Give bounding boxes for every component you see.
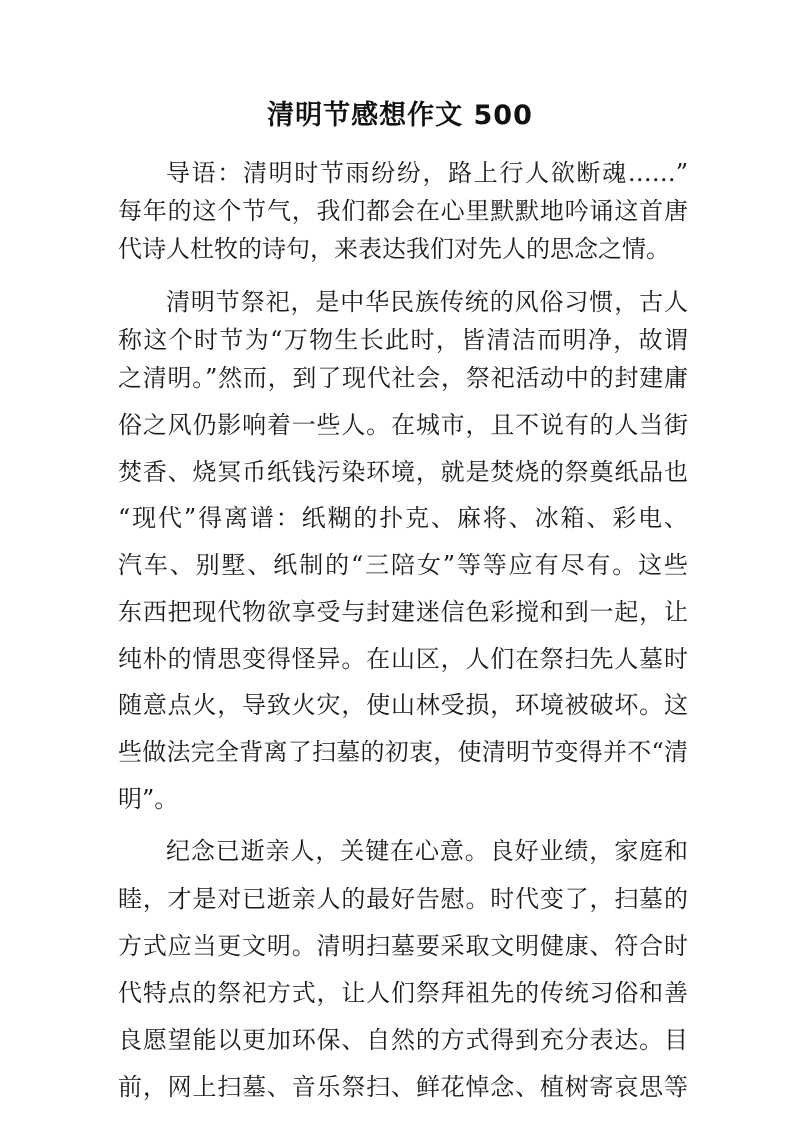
- paragraph-3-line-3: 方式应当更文明。清明扫墓要采取文明健康、符合时: [118, 932, 688, 960]
- paragraph-2-line-6: “现代”得离谱：纸糊的扑克、麻将、冰箱、彩电、: [118, 504, 688, 532]
- paragraph-3-line-4: 代特点的祭祀方式，让人们祭拜祖先的传统习俗和善: [118, 979, 688, 1007]
- paragraph-2-line-1: 清明节祭祀，是中华民族传统的风俗习惯，古人: [166, 288, 688, 316]
- paragraph-3-line-2: 睦，才是对已逝亲人的最好告慰。时代变了，扫墓的: [118, 885, 688, 913]
- paragraph-2-line-3: 之清明。”然而，到了现代社会，祭祀活动中的封建庸: [118, 364, 688, 392]
- paragraph-2-line-9: 纯朴的情思变得怪异。在山区，人们在祭扫先人墓时: [118, 645, 688, 673]
- paragraph-2-line-10: 随意点火，导致火灾，使山林受损，环境被破坏。这: [118, 691, 688, 719]
- paragraph-1-line-3: 代诗人杜牧的诗句，来表达我们对先人的思念之情。: [118, 235, 670, 263]
- paragraph-3-line-5: 良愿望能以更加环保、自然的方式得到充分表达。目: [118, 1026, 688, 1054]
- paragraph-2-line-5: 焚香、烧冥币纸钱污染环境，就是焚烧的祭奠纸品也: [118, 458, 688, 486]
- paragraph-1-line-2: 每年的这个节气，我们都会在心里默默地吟诵这首唐: [118, 197, 688, 225]
- paragraph-2-line-11: 些做法完全背离了扫墓的初衷，使清明节变得并不“清: [118, 738, 688, 766]
- paragraph-2-line-7: 汽车、别墅、纸制的“三陪女”等等应有尽有。这些: [118, 551, 688, 579]
- paragraph-2-line-2: 称这个时节为“万物生长此时，皆清洁而明净，故谓: [118, 326, 688, 354]
- paragraph-2-line-8: 东西把现代物欲享受与封建迷信色彩搅和到一起，让: [118, 598, 688, 626]
- paragraph-2-line-4: 俗之风仍影响着一些人。在城市，且不说有的人当街: [118, 411, 688, 439]
- paragraph-3-line-6: 前，网上扫墓、音乐祭扫、鲜花悼念、植树寄哀思等: [118, 1073, 688, 1101]
- paragraph-3-line-1: 纪念已逝亲人，关键在心意。良好业绩，家庭和: [166, 837, 688, 865]
- paragraph-2-line-12: 明”。: [118, 785, 179, 813]
- document-title: 清明节感想作文 500: [267, 100, 533, 131]
- paragraph-1-line-1: 导语：清明时节雨纷纷，路上行人欲断魂……”: [166, 159, 688, 187]
